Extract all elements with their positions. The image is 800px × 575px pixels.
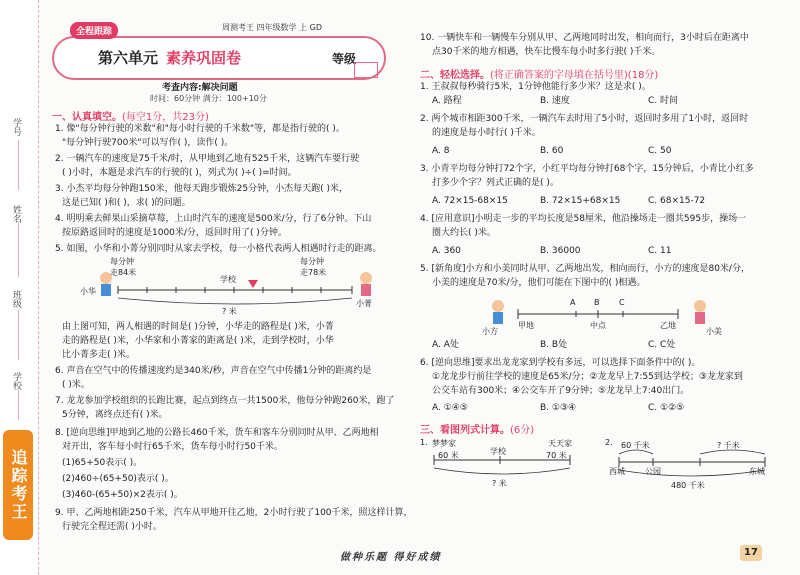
question-4-line-2: 按原路返回时的速度是1000米/分，返回时用了( )分钟。 [62,228,287,238]
choice-4-option-c: C. 11 [648,246,672,256]
question-3-line-2: 这是已知( )和( )，求( )的问题。 [62,198,191,208]
d1-school: 学校 [490,447,506,456]
unit-title: 第六单元 素养巩固卷 [98,49,242,67]
choice-6-option-b: B. ①③④ [540,403,577,413]
d2-east: 东城 [749,467,765,476]
gutter-line [18,310,19,360]
d1-home-b: 天天家 [548,439,572,448]
question-8-part-2: (2)460÷(65+50)表示( )。 [62,474,174,484]
d2-top-2: ? 千米 [717,441,740,450]
choice-4-option-a: A. 360 [432,246,461,256]
diagram-1 [420,438,595,490]
d2-park: 公园 [645,467,661,476]
left-distance-label: 走84米 [110,268,137,277]
midpoint-label: 中点 [590,321,606,330]
footer-slogan: 做种乐题 得好成绩 [340,552,442,563]
choice-2-option-a: A. 8 [432,146,450,156]
choice-1-question: 1. 王叔叔每秒骑行5米，1分钟他能行多少米？这是求( )。 [420,82,651,92]
question-2-line-2: ( )小时，本题是求汽车的行驶的( )，列式为( )÷( )=时间。 [62,168,297,178]
d2-number: 2. [605,438,613,447]
section-3-title: 三、看图列式计算。(6分) [420,425,535,436]
mark-b: B [594,298,600,307]
choice-3-option-b: B. 72×15+68×15 [540,196,621,206]
grade-label: 等级 [331,52,356,66]
brand-logo: 追踪考王 [3,430,33,540]
choice-5-option-c: C. C处 [648,340,676,350]
mark-c: C [619,298,625,307]
choice-1-option-c: C. 时间 [648,96,679,106]
question-9-line-2: 行驶完全程还需( )小时。 [62,522,162,532]
d2-total: 480 千米 [671,481,705,490]
person-xiaomei: 小美 [706,327,722,336]
meeting-diagram [80,257,380,316]
question-10-line-2: 点30千米的地方相遇，快车比慢车每小时多行驶( )千米。 [432,47,661,57]
gutter-line [18,390,19,420]
choice-3-option-c: C. 68×15-72 [648,196,706,206]
d1-dist-2: 70 米 [546,451,567,460]
question-5b-line-1: 由上图可知，两人相遇的时间是( )分钟，小华走的路程是( )米，小菁 [62,322,334,332]
choice-1-option-b: B. 速度 [540,96,570,106]
mark-a: A [570,298,576,307]
question-9-line-1: 9. 甲、乙两地相距250千米，汽车从甲地开往乙地，2小时行驶了100千米，照这样计算， [55,508,413,518]
choice-6-line-1: 6. [逆向思维]要求出龙龙家到学校有多远，可以选择下面条件中的( )。 [420,358,701,368]
question-8-line-1: 8. [逆向思维]甲地到乙地的公路长460千米，货车和客车分别同时从甲、乙两地相 [55,428,379,438]
choice-3-option-a: A. 72×15-68×15 [432,196,508,206]
question-1-line-1: 1. 像"每分钟行驶的米数"和"每小时行驶的千米数"等，都是指行驶的( )。 [55,124,345,134]
choice-3-line-2: 打多少个字？列式正确的是( )。 [432,178,559,188]
location-yi: 乙地 [660,321,676,330]
choice-5-option-b: B. B处 [540,340,568,350]
question-3-line-1: 3. 小杰平均每分钟跑150米，他每天跑步锻炼25分钟，小杰每天跑( )米， [55,184,348,194]
choice-5-line-2: 小美的速度是70米/分，他们可能在下图中的( )相遇。 [432,278,646,288]
question-4-line-1: 4. 明明乘去鲜果山采摘草莓，上山时汽车的速度是500米/分，行了6分钟。下山 [55,214,372,224]
choice-5-option-a: A. A处 [432,340,459,350]
d1-start-home: 1. [420,438,428,447]
gutter-field-id: 学号 [11,118,21,136]
d1-total: ? 米 [492,479,507,488]
d2-west: 西城 [609,467,625,476]
section-2-title: 二、轻松选择。(将正确答案的字母填在括号里)(18分) [420,70,659,81]
time-score: 时间：60分钟 满分：100+10分 [150,94,267,103]
choice-6-option-a: A. ①④⑤ [432,403,468,413]
person-xiaofang: 小方 [482,327,498,336]
question-1-line-2: "每分钟行驶700米"可以写作( )，读作( )。 [62,138,234,148]
person-xiaohua: 小华 [80,287,96,296]
left-speed-label: 每分钟 [110,257,134,266]
unit-header [52,22,382,103]
question-8-part-1: (1)65+50表示( )。 [62,458,143,468]
person-xiaojing: 小菁 [356,299,372,308]
question-10-line-1: 10. 一辆快车和一辆慢车分别从甲、乙两地同时出发，相向而行，3小时后在距离中 [420,33,749,43]
question-6-line-1: 6. 声音在空气中的传播速度约是340米/秒，声音在空气中传播1分钟的距离约是 [55,366,372,376]
choice-4-option-b: B. 36000 [540,246,581,256]
right-distance-label: 走78米 [300,268,327,277]
choice-2-line-1: 2. 两个城市相距300千米，一辆汽车去时用了5小时，返回时多用了1小时，返回时 [420,114,749,124]
question-5: 5. 如图，小华和小菁分别同时从家去学校，每一小格代表两人相遇时行走的距离。 [55,244,382,254]
question-2-line-1: 2. 一辆汽车的速度是75千米/时，从甲地到乙地有525千米，这辆汽车要行驶 [55,154,360,164]
choice-1-option-a: A. 路程 [432,96,462,106]
question-5b-line-2: 走的路程是( )米，小华家和小菁家的距离是( )米，走到学校时，小华 [62,336,334,346]
right-speed-label: 每分钟 [300,257,324,266]
choice-3-line-1: 3. 小青平均每分钟打72个字，小红平均每分钟打68个字，15分钟后，小青比小红多 [420,164,754,174]
choice-2-option-b: B. 60 [540,146,564,156]
question-8-part-3: (3)460-(65+50)×2表示( )。 [62,490,183,500]
gutter-field-school: 学校 [11,372,21,390]
diagram-2 [605,438,775,490]
choice-6-option-c: C. ①②⑤ [648,403,685,413]
section-1-title: 一、认真填空。(每空1分，共23分) [52,112,209,123]
question-6-line-2: ( )米。 [62,380,90,390]
choice-4-line-2: 圈大约长( )米。 [432,228,496,238]
book-meta: 周测考王 四年级数学 上 GD [222,23,322,32]
gutter-field-class: 班级 [11,290,21,308]
d1-dist-1: 60 米 [438,451,459,460]
page-number: 17 [740,545,762,561]
binding-gutter [0,0,39,575]
meeting-point-diagram [478,292,728,336]
choice-2-option-c: C. 50 [648,146,672,156]
choice-2-line-2: 的速度是每小时行( )千米。 [432,128,541,138]
d2-top-1: 60 千米 [621,441,650,450]
question-5b-line-3: 比小菁多走( )米。 [62,350,135,360]
location-jia: 甲地 [518,321,534,330]
d1-home-a: 梦梦家 [432,439,456,448]
gutter-field-name: 姓名 [11,205,21,223]
question-7-line-2: 5分钟，离终点还有( )米。 [62,410,168,420]
grade-box [354,62,378,78]
gutter-line [18,140,19,190]
question-7-line-1: 7. 龙龙参加学校组织的长跑比赛，起点到终点一共1500米，他每分钟跑260米，跑了 [55,396,395,406]
content-scope: 考查内容:解决问题 [162,83,238,93]
choice-5-line-1: 5. [新角度]小方和小美同时从甲、乙两地出发，相向而行，小方的速度是80米/分， [420,264,750,274]
question-8-line-2: 对开出，客车每小时行65千米，货车每小时行50千米。 [62,442,283,452]
gutter-line [18,222,19,277]
total-distance-label: ? 米 [222,307,237,316]
series-tag: 全程跟踪 [70,22,118,39]
choice-6-line-2: ①龙龙步行前往学校的速度是65米/分；②龙龙早上7:55到达学校；③龙龙家到 [432,372,743,382]
school-label: 学校 [220,275,236,284]
choice-6-line-3: 公交车站有300米；④公交车开了9分钟；⑤龙龙早上7:40出门。 [432,386,690,396]
choice-4-line-1: 4. [应用意识]小明走一步的平均长度是58厘米，他沿操场走一圈共595步，操场一 [420,214,747,224]
